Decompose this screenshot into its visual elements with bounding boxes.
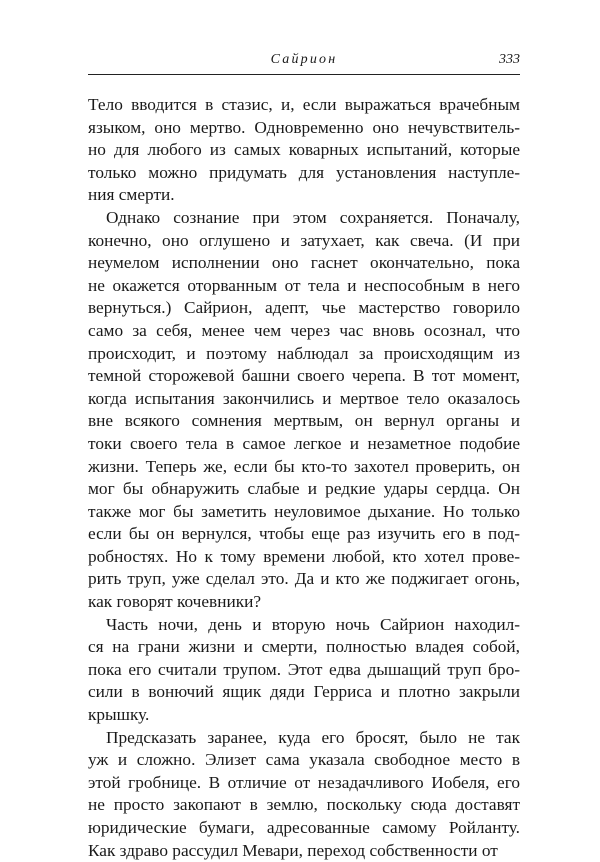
paragraph <box>88 207 520 614</box>
text-line: Однако сознание при этом сохраняется. Поначалу, <box>106 207 520 227</box>
text-line: ния смерти. <box>88 185 175 205</box>
text-line: вне всякого сомнения мертвым, он вернул органы и <box>88 411 520 431</box>
text-line: только можно придумать для установления наступле- <box>88 162 520 182</box>
text-line: языком, оно мертво. Одновременно оно нечувствитель- <box>88 117 520 137</box>
text-line: Часть ночи, день и вторую ночь Сайрион находил- <box>106 614 520 634</box>
text-line: когда испытания закончились и мертвое тело оказалось <box>88 388 520 408</box>
paragraph <box>88 614 520 727</box>
text-line: не просто закопают в землю, поскольку сюда доставят <box>88 795 520 815</box>
text-line: но для любого из самых коварных испытаний, которые <box>88 140 520 160</box>
page-number: 333 <box>499 52 520 67</box>
text-line: юридические бумаги, адресованные самому Ройланту. <box>88 818 520 837</box>
text-line: как говорят кочевники? <box>88 592 262 612</box>
text-line: этой гробнице. В отличие от незадачливого Иобеля, его <box>88 772 520 792</box>
body-text <box>88 94 520 862</box>
text-line: робностях. Но к тому времени любой, кто хотел прове- <box>88 546 520 566</box>
text-line: Как здраво рассудил Мевари, переход собственности от <box>88 840 498 860</box>
text-line: Тело вводится в стазис, и, если выражаться врачебным <box>88 95 520 114</box>
text-line: темной сторожевой башни своего черепа. В тот момент, <box>88 366 520 386</box>
page-header <box>88 50 520 75</box>
text-line: Предсказать заранее, куда его бросят, было не так <box>106 727 520 747</box>
text-line: происходит, и поэтому наблюдал за происходящим из <box>88 343 520 363</box>
text-line: ся на грани жизни и смерти, полностью владея собой, <box>88 637 520 657</box>
text-line: также мог бы заметить неуловимое дыхание. Но только <box>88 501 520 521</box>
running-head: Сайрион <box>270 52 338 67</box>
text-line: не окажется оторванным от тела и неспособным в него <box>88 275 520 295</box>
text-line: пока его считали трупом. Этот едва дышащий труп бро- <box>88 659 520 679</box>
text-line: рить труп, уже сделал это. Да и кто же поджигает огонь, <box>88 569 520 589</box>
text-line: мог бы обнаружить слабые и редкие удары сердца. Он <box>88 479 520 499</box>
paragraph <box>88 94 520 207</box>
text-line: само за себя, менее чем через час вновь осознал, что <box>88 320 520 340</box>
text-line: крышку. <box>88 705 150 725</box>
text-line: уж и сложно. Элизет сама указала свободное место в <box>88 750 520 770</box>
text-line: жизни. Теперь же, если бы кто-то захотел проверить, он <box>88 456 520 476</box>
text-line: неумелом исполнении оно гаснет окончательно, пока <box>88 253 520 273</box>
text-line: токи своего тела в самое легкое и незаметное подобие <box>88 433 520 453</box>
text-line: вернуться.) Сайрион, адепт, чье мастерство говорило <box>88 298 520 318</box>
text-line: конечно, оно оглушено и затухает, как свеча. (И при <box>88 230 520 250</box>
text-line: сили в вонючий ящик дяди Герриса и плотно закрыли <box>88 682 520 702</box>
text-line: если бы он вернулся, чтобы еще раз изучить его в под- <box>88 524 520 544</box>
paragraph <box>88 727 520 862</box>
